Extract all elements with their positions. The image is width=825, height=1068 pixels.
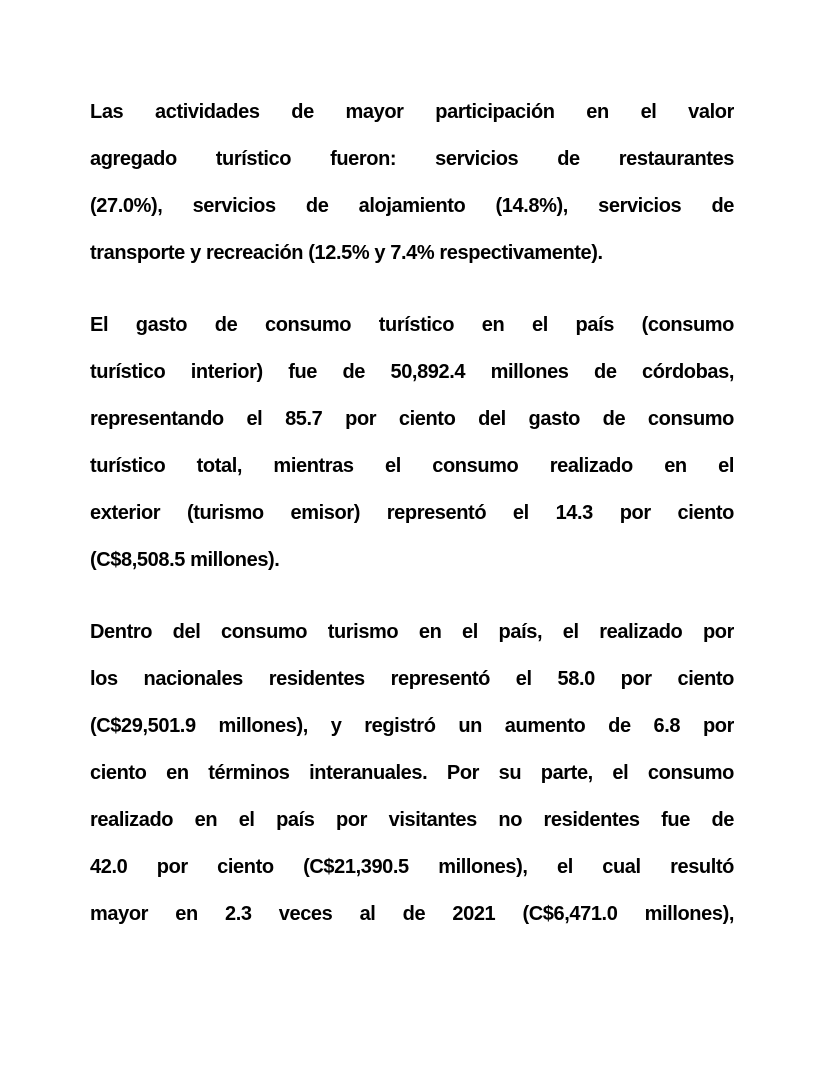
- text-line: 42.0 por ciento (C$21,390.5 millones), el cual resultó: [90, 856, 734, 878]
- text-line: Dentro del consumo turismo en el país, el realizado por: [90, 621, 734, 643]
- text-line: (C$8,508.5 millones).: [90, 549, 280, 571]
- text-line: exterior (turismo emisor) representó el 14.3 por ciento: [90, 502, 734, 524]
- text-line: realizado en el país por visitantes no residentes fue de: [90, 809, 734, 831]
- text-line: El gasto de consumo turístico en el país (consumo: [90, 314, 734, 336]
- text-line: turístico interior) fue de 50,892.4 millones de córdobas,: [90, 361, 734, 383]
- text-line: Las actividades de mayor participación en el valor: [90, 101, 734, 123]
- paragraph-activities-share: [90, 89, 734, 277]
- text-block: [90, 89, 734, 938]
- text-line: ciento en términos interanuales. Por su parte, el consumo: [90, 762, 734, 784]
- paragraph-residents-vs-nonresidents: [90, 609, 734, 938]
- paragraph-tourism-consumption: [90, 302, 734, 584]
- text-line: representando el 85.7 por ciento del gasto de consumo: [90, 408, 734, 430]
- text-line: mayor en 2.3 veces al de 2021 (C$6,471.0 millones),: [90, 903, 734, 925]
- text-line: los nacionales residentes representó el 58.0 por ciento: [90, 668, 734, 690]
- text-line: (C$29,501.9 millones), y registró un aumento de 6.8 por: [90, 715, 734, 737]
- text-line: (27.0%), servicios de alojamiento (14.8%), servicios de: [90, 195, 734, 217]
- text-line: transporte y recreación (12.5% y 7.4% respectivamente).: [90, 242, 603, 264]
- text-line: turístico total, mientras el consumo realizado en el: [90, 455, 734, 477]
- text-line: agregado turístico fueron: servicios de restaurantes: [90, 148, 734, 170]
